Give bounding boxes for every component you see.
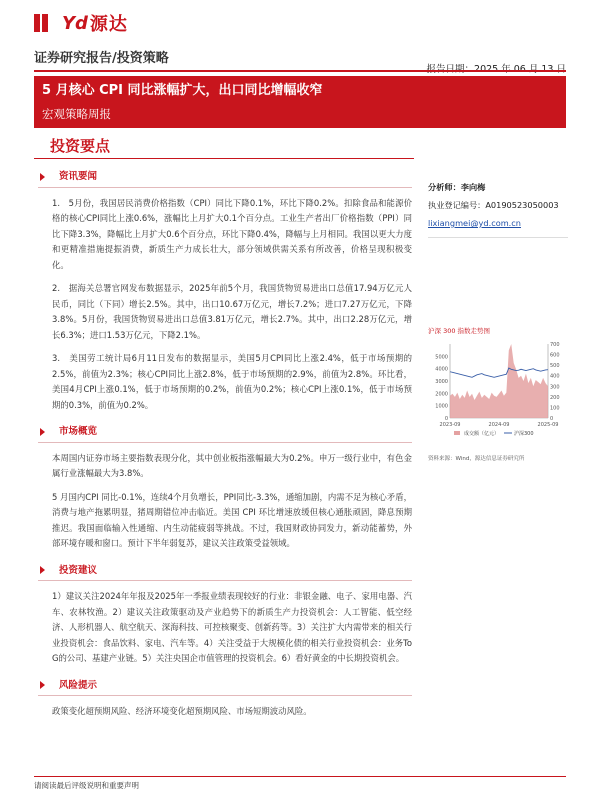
section-heading-text: 市场概览 xyxy=(59,426,98,437)
header-divider xyxy=(34,70,566,72)
arrow-bullet-icon xyxy=(40,428,45,436)
section-heading-text: 风险提示 xyxy=(59,679,98,691)
paragraph: 1）建议关注2024年年报及2025年一季报业绩表现较好的行业：非银金融、电子、家用电器、汽车、农林牧渔。2）建议关注政策驱动及产业趋势下的新质生产力投资机会：人工智能、低空经济、人形机器人、航空航天、深海科技、可控核聚变、创新药等。3）关注扩大内需带来的相关行业投资机会：食品饮料、家电、汽车等。4）关注受益于大规模化债的相关行业投资机会：业务To G的公司、基建产业链。5）关注央国企市值管理的投资机会。6）看好黄金的中长期投资机会。 xyxy=(52,591,412,663)
chart-canvas xyxy=(428,338,568,446)
paragraph: 3. 美国劳工统计局6月11日发布的数据显示，美国5月CPI同比上涨2.4%，低于市场预期的2.5%，前值为2.3%；核心CPI同比上涨2.8%，低于市场预期的2.9%，前值为2.8%。环比看，美国4月CPI上涨0.1%，低于市场预期的0.2%，前值为0.2%；核心CPI上涨0.1%，低于市场预期的0.3%，前值为0.2%。 xyxy=(52,353,412,410)
footer-disclaimer: 请阅读最后评级说明和重要声明 xyxy=(34,781,139,790)
paragraph: 1. 5月份，我国居民消费价格指数（CPI）同比下降0.1%，环比下降0.2%。扣除食品和能源价格的核心CPI同比上涨0.6%，涨幅比上月扩大0.1个百分点。工业生产者出厂价格指数（PPI）同比下降3.3%，降幅比上月扩大0.6个百分点，环比下降0.4%，降幅与上月相同。我国以更大力度和更精准措施提振消费，新质生产力成长壮大，部分领域供需关系有所改善，价格呈现积极变化。 xyxy=(52,197,412,270)
main-heading-divider xyxy=(34,158,414,159)
analyst-registration: 执业登记编号：A0190523050003 xyxy=(428,200,559,210)
y-tick-label-left: 0 xyxy=(444,416,448,422)
section-advice xyxy=(38,560,412,667)
arrow-bullet-icon xyxy=(40,566,45,574)
arrow-bullet-icon xyxy=(40,681,45,689)
brand-name: 源达 xyxy=(89,14,128,35)
paragraph: 本周国内证券市场主要指数表现分化，其中创业板指涨幅最大为0.2%。申万一级行业中，有色金属行业涨幅最大为3.8%。 xyxy=(52,452,412,478)
brand-logo xyxy=(34,10,128,36)
footer-divider xyxy=(34,776,566,777)
y-tick-label-right: 400 xyxy=(550,373,560,380)
x-tick-label: 2024-09 xyxy=(488,422,510,428)
y-tick-label-left: 5000 xyxy=(435,354,448,361)
brand-mark-icon xyxy=(34,14,58,32)
section-news xyxy=(38,166,412,413)
y-tick-label-right: 300 xyxy=(550,384,560,391)
arrow-bullet-icon xyxy=(40,173,45,181)
report-type: 证券研究报告/投资策略 xyxy=(34,51,169,66)
main-heading: 投资要点 xyxy=(50,137,111,155)
y-tick-label-right: 700 xyxy=(550,342,560,348)
section-heading-text: 投资建议 xyxy=(59,564,98,576)
section-heading xyxy=(38,560,412,582)
paragraph: 政策变化超预期风险、经济环境变化超预期风险、市场短期波动风险。 xyxy=(52,706,312,716)
paragraph: 2. 据海关总署官网发布数据显示，2025年前5个月，我国货物贸易进出口总值17.94万亿元人民币，同比（下同）增长2.5%。其中，出口10.67万亿元，增长7.2%；进口7.27万亿元，下降3.8%。5月份，我国货物贸易进出口总值3.81万亿元，增长2.7%。其中，出口2.28万亿元，增长6.3%；进口1.53万亿元，下降2.1%。 xyxy=(52,283,412,340)
legend-swatch xyxy=(454,431,460,435)
section-heading xyxy=(38,166,412,188)
y-tick-label-left: 3000 xyxy=(435,379,448,385)
y-tick-label-left: 4000 xyxy=(435,366,448,373)
y-tick-label-right: 600 xyxy=(550,352,560,359)
y-tick-label-right: 100 xyxy=(550,405,560,412)
report-date xyxy=(427,61,566,75)
paragraph: 5 月国内CPI 同比-0.1%，连续4个月负增长，PPI同比-3.3%，通缩加剧，内需不足为核心矛盾，消费与地产拖累明显，猪周期错位冲击临近。美国 CPI 环比增速放缓但核心通胀顽固，降息预期推迟。我国面临输入性通缩、内生动能疲弱等挑战。不过，我国财政协同发力，新动能蓄势，外部环境存暖和窗口。预计下半年弱复苏，建议关注政策受益领域。 xyxy=(52,491,412,548)
brand-latin: Yd xyxy=(62,12,88,34)
y-tick-label-left: 2000 xyxy=(435,391,448,398)
report-subtitle: 宏观策略周报 xyxy=(42,107,111,121)
x-tick-label: 2025-09 xyxy=(537,422,559,428)
section-heading xyxy=(38,675,412,697)
y-tick-label-right: 0 xyxy=(550,416,554,422)
y-tick-label-right: 500 xyxy=(550,363,560,370)
chart-source: 资料来源：Wind，源达信息证券研究所 xyxy=(428,456,525,462)
analyst-email-link[interactable]: lixiangmei@yd.com.cn xyxy=(428,218,521,228)
report-title: 5 月核心 CPI 同比涨幅扩大，出口同比增幅收窄 xyxy=(42,83,323,98)
section-risk xyxy=(38,675,412,720)
series-line-index xyxy=(450,368,548,377)
section-heading-text: 资讯要闻 xyxy=(59,171,98,182)
title-banner xyxy=(34,76,566,128)
chart-title: 沪深 300 指数走势图 xyxy=(428,327,491,335)
sidebar xyxy=(428,166,568,238)
x-tick-label: 2023-09 xyxy=(439,422,461,428)
legend-label: 沪深300 xyxy=(514,431,534,437)
y-tick-label-left: 1000 xyxy=(435,403,448,410)
section-heading xyxy=(38,421,412,443)
main-content xyxy=(38,166,412,728)
series-area-volume xyxy=(450,344,548,418)
y-tick-label-right: 200 xyxy=(550,394,560,401)
legend-label: 成交额（亿元） xyxy=(464,431,500,437)
index-chart xyxy=(428,326,568,448)
section-market xyxy=(38,421,412,552)
analyst-name: 分析师：李向梅 xyxy=(428,182,486,192)
sidebar-divider xyxy=(428,237,568,238)
